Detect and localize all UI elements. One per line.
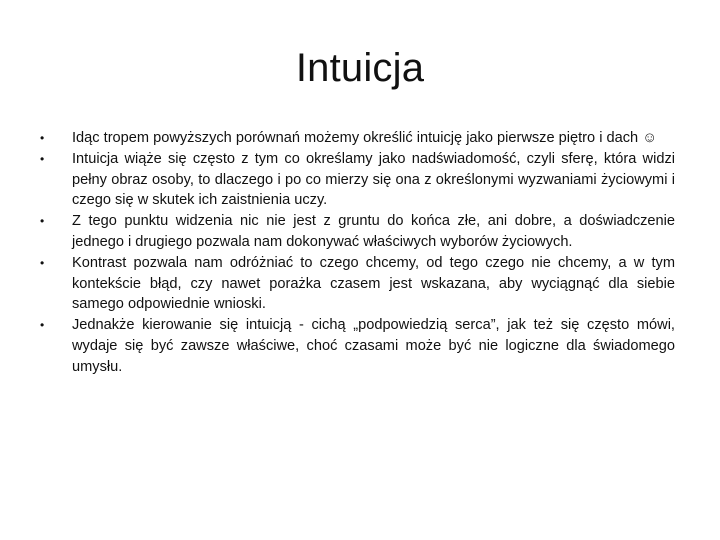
bullet-icon: • bbox=[40, 131, 45, 145]
bullet-icon: • bbox=[40, 255, 45, 270]
bullet-text: Z tego punktu widzenia nic nie jest z gruntu do końca złe, ani dobre, a doświadczenie jednego i drugiego pozwala nam dokonywać właściwych wyborów życiowych. bbox=[72, 213, 675, 250]
bullet-text: Jednakże kierowanie się intuicją - cichą „podpowiedzią serca”, jak też się często mówi, wydaje się być zawsze właściwe, choć czasami może być nie logiczne dla świadomego umysłu. bbox=[72, 317, 675, 375]
bullet-text: Kontrast pozwala nam odróżniać to czego chcemy, od tego czego nie chcemy, a w tym kontekście błąd, czy nawet porażka czasem jest wskazana, aby wyciągnąć dla siebie samego odpowiednie wnioski. bbox=[72, 254, 675, 313]
list-item bbox=[40, 253, 675, 315]
slide-title: Intuicja bbox=[295, 46, 425, 90]
bullet-icon: • bbox=[40, 151, 45, 166]
list-item bbox=[40, 149, 675, 211]
bullet-icon: • bbox=[40, 214, 45, 229]
bullet-text: Idąc tropem powyższych porównań możemy określić intuicję jako pierwsze piętro i dach ☺ bbox=[72, 130, 658, 146]
list-item bbox=[40, 128, 675, 149]
bullet-list bbox=[40, 128, 675, 378]
list-item bbox=[40, 315, 675, 377]
bullet-text: Intuicja wiąże się często z tym co określamy jako nadświadomość, czyli sferę, która widzi pełny obraz osoby, to dlaczego i po co mierzy się ona z określonymi wyzwaniami życiowymi i czego się w skutek ich zaistnienia uczy. bbox=[72, 150, 675, 209]
bullet-icon: • bbox=[40, 318, 45, 333]
list-item bbox=[40, 211, 675, 253]
